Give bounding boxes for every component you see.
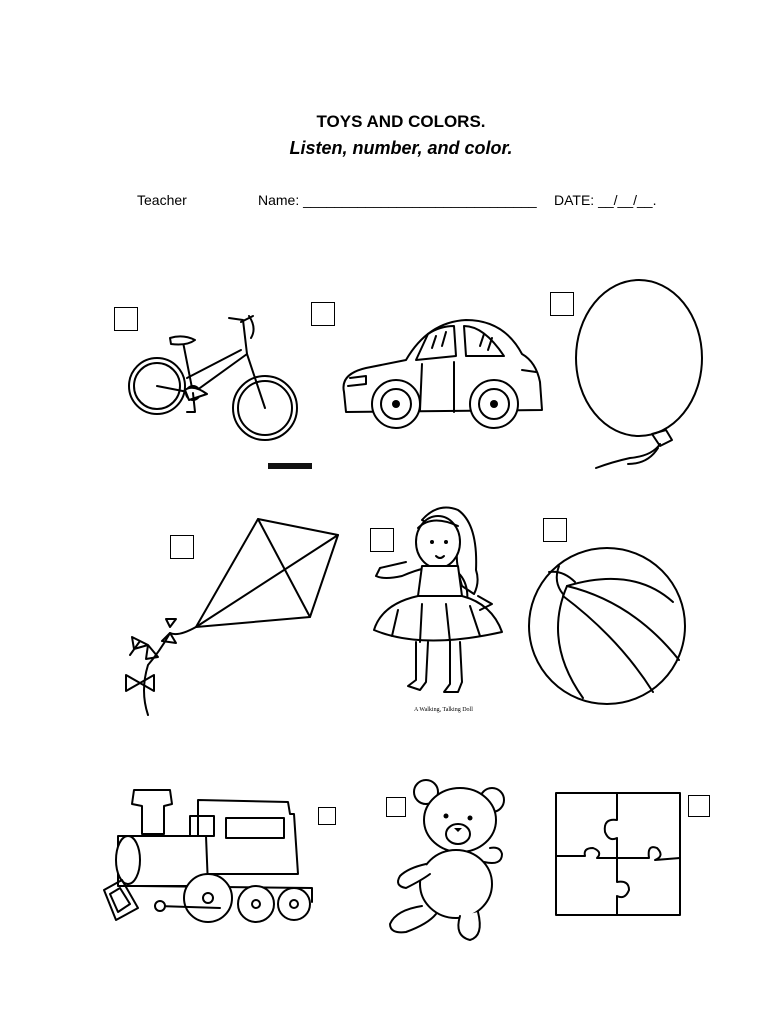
teacher-label: Teacher bbox=[137, 192, 187, 208]
doll-caption: A Walking, Talking Doll bbox=[414, 707, 473, 713]
number-box-puzzle[interactable] bbox=[688, 795, 710, 817]
train-icon bbox=[98, 782, 318, 932]
doll-icon bbox=[362, 500, 522, 710]
puzzle-icon bbox=[555, 792, 683, 918]
ball-icon bbox=[523, 542, 691, 710]
name-field[interactable]: Name: ______________________________ bbox=[258, 192, 537, 208]
kite-icon bbox=[118, 515, 343, 720]
number-box-train[interactable] bbox=[318, 807, 336, 825]
teddy-bear-icon bbox=[384, 776, 512, 944]
worksheet-title: TOYS AND COLORS. bbox=[316, 112, 486, 131]
bicycle-icon bbox=[125, 310, 305, 450]
car-icon bbox=[336, 312, 550, 442]
number-box-balloon[interactable] bbox=[550, 292, 574, 316]
copyright-logo bbox=[268, 463, 312, 469]
date-field[interactable]: DATE: __/__/__. bbox=[554, 192, 657, 208]
worksheet-subtitle: Listen, number, and color. bbox=[289, 138, 513, 158]
number-box-ball[interactable] bbox=[543, 518, 567, 542]
balloon-icon bbox=[572, 280, 712, 475]
number-box-car[interactable] bbox=[311, 302, 335, 326]
